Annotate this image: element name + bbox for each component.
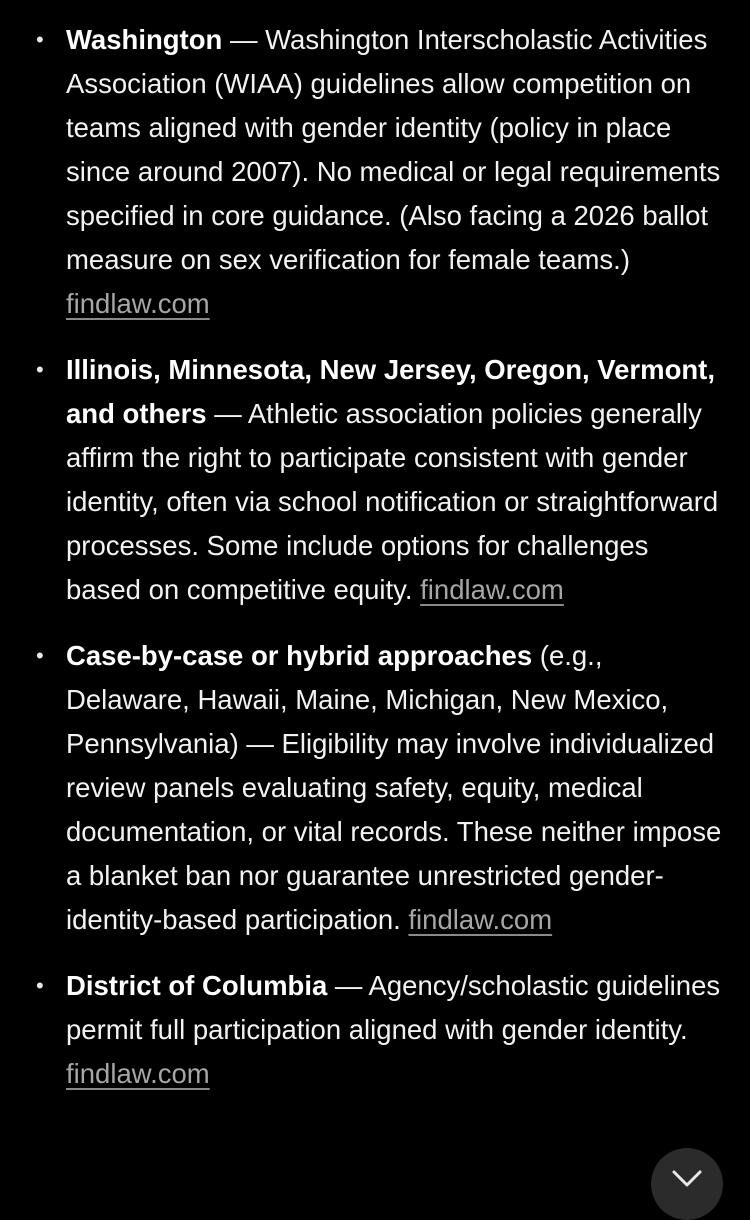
bullet-marker: • (36, 643, 44, 668)
item-heading: Case-by-case or hybrid approaches (66, 640, 533, 671)
item-heading: Washington (66, 24, 223, 55)
response-content (0, 18, 750, 1118)
list-item (0, 964, 750, 1096)
source-link[interactable]: findlaw.com (66, 1058, 210, 1089)
list-item (0, 348, 750, 612)
bullet-marker: • (36, 973, 44, 998)
scroll-to-bottom-button[interactable] (651, 1148, 723, 1220)
source-link[interactable]: findlaw.com (66, 288, 210, 319)
source-link[interactable]: findlaw.com (408, 904, 553, 935)
item-text: — Washington Interscholastic Activities Association (WIAA) guidelines allow competition on teams aligned with gender identity (policy in place since around 2007). No medical or legal requirements specified in core guidance. (Also facing a 2026 ballot measure on sex verification for female teams.) (66, 24, 721, 275)
bullet-list (0, 18, 750, 1096)
list-item (0, 18, 750, 326)
item-text: — Athletic association policies generally affirm the right to participate consistent with gender identity, often via school notification or straightforward processes. Some include options for challenges based on competitive equity. (66, 398, 719, 605)
source-link[interactable]: findlaw.com (420, 574, 564, 605)
item-text: — Agency/scholastic guidelines permit full participation aligned with gender identity. (66, 970, 721, 1045)
item-text: (e.g., Delaware, Hawaii, Maine, Michigan, New Mexico, Pennsylvania) — Eligibility may involve individualized review panels evaluating safety, equity, medical documentation, or vital records. These neither impose a blanket ban nor guarantee unrestricted gender-identity-based participation. (66, 640, 722, 935)
item-heading: Illinois, Minnesota, New Jersey, Oregon, Vermont, and others (66, 354, 715, 429)
bullet-marker: • (36, 357, 44, 382)
bullet-marker: • (36, 27, 44, 52)
chevron-down-icon (672, 1148, 702, 1193)
item-heading: District of Columbia (66, 970, 328, 1001)
list-item (0, 634, 750, 942)
